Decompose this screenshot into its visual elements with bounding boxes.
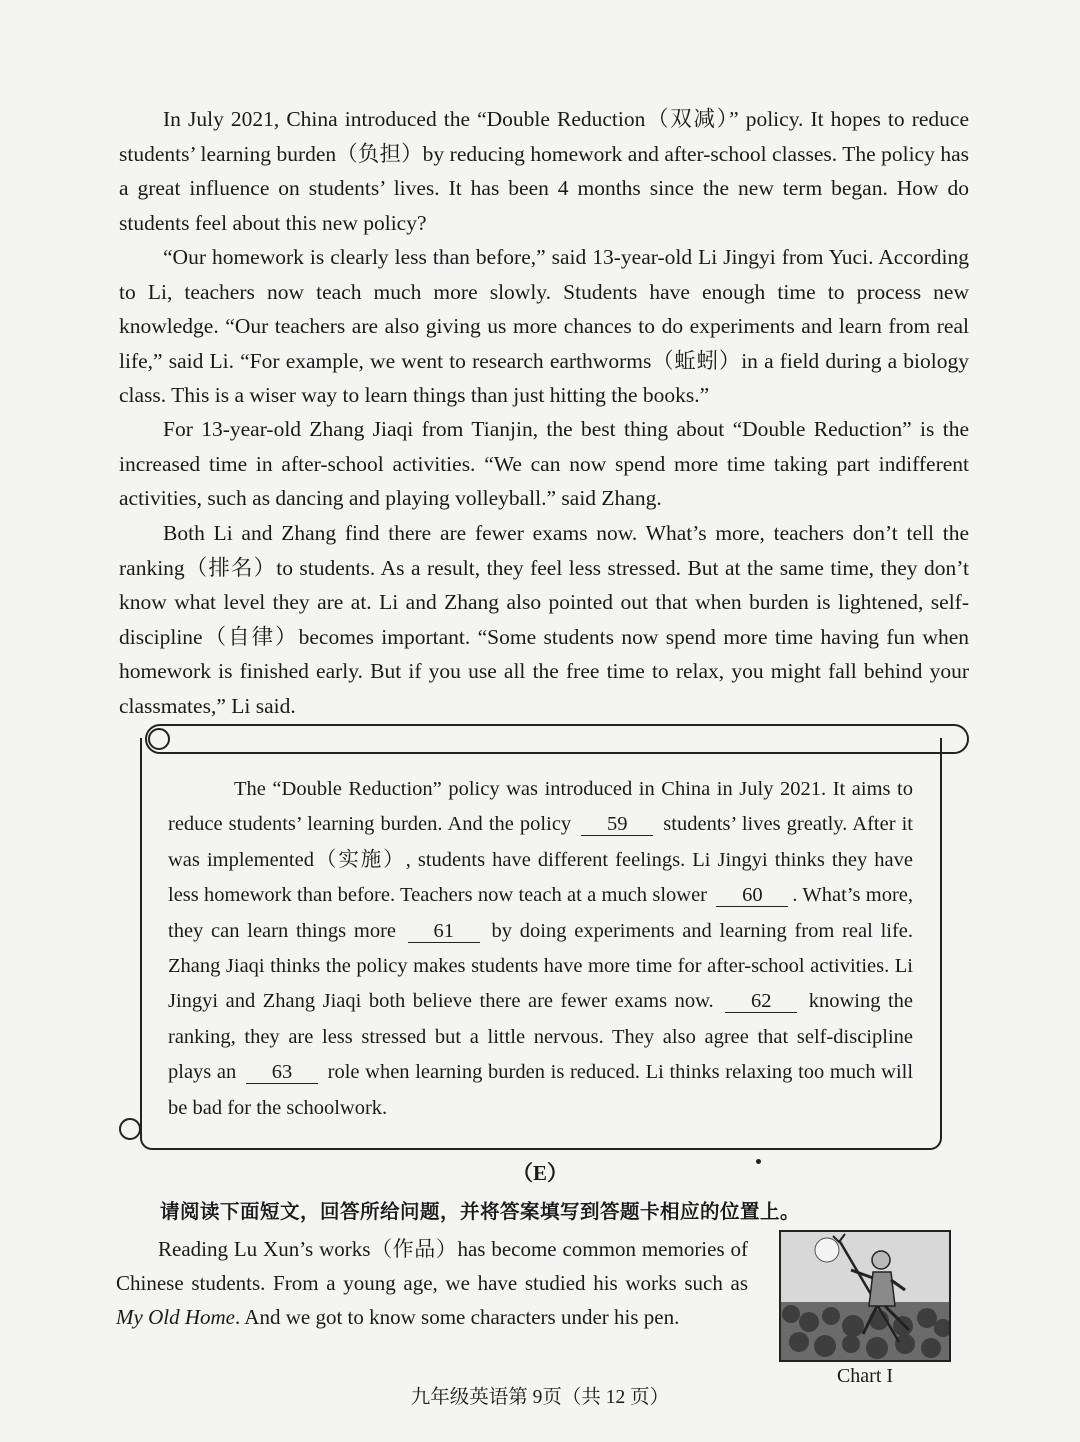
paragraph-text: In July 2021, China introduced the “Double Reduction（双减）” policy. It hopes to reduce students’ learning burden（负担）by reducing homework and after-school classes. The policy has a great influence on students’ lives. It has been 4 months since the new term began. How do students feel about this new policy? (119, 107, 969, 235)
blank-59[interactable]: 59 (581, 813, 653, 836)
paragraph-text: “Our homework is clearly less than before,” said 13-year-old Li Jingyi from Yuci. According to Li, teachers now teach much more slowly. Students have enough time to process new knowledge. “Our teachers are also giving us more chances to do experiments and learn from real life,” said Li. “For example, we went to research earthworms（蚯蚓）in a field during a biology class. This is a wiser way to learn things than just hitting the books.” (119, 245, 969, 407)
chart-caption: Chart I (836, 1365, 894, 1387)
passage-paragraph-1 (119, 102, 969, 240)
passage-paragraph-2 (119, 240, 969, 413)
blank-61[interactable]: 61 (408, 920, 480, 943)
intro-text: . And we got to know some characters under his pen. (234, 1305, 680, 1329)
page-footer: 九年级英语第 9页（共 12 页） (410, 1387, 670, 1408)
summary-part: by doing experiments and learning from real life. Zhang Jiaqi thinks the policy makes students have more time for after-school activities. Li Jingyi and Zhang Jiaqi both believe there are fewer exams now. (168, 919, 914, 1013)
summary-part: knowing the ranking, they are less stressed but a little nervous. They also agree that self-discipline plays an (168, 990, 914, 1084)
paragraph-text: For 13-year-old Zhang Jiaqi from Tianjin, the best thing about “Double Reduction” is the increased time in after-school activities. “We can now spend more time taking part indifferent activities, such as dancing and playing volleyball.” said Zhang. (119, 417, 969, 510)
blank-60[interactable]: 60 (716, 884, 788, 907)
summary-part: students’ lives greatly. After it was implemented（实施）, students have different feelings. Li Jingyi thinks they have less homework than before. Teachers now teach at a much slower (168, 813, 913, 907)
blank-62[interactable]: 62 (725, 990, 797, 1013)
boy-with-pitchfork-illustration (781, 1232, 949, 1360)
section-instruction: 请阅读下面短文，回答所给问题，并将答案填写到答题卡相应的位置上。 (160, 1200, 801, 1223)
summary-text (168, 772, 913, 1126)
summary-part: . What’s more, they can learn things more (168, 884, 913, 942)
section-e-label: （E） (511, 1161, 568, 1185)
intro-text: Reading Lu Xun’s works（作品）has become common memories of Chinese students. From a young age, we have studied his works such as (116, 1237, 748, 1295)
scroll-curl-bottom (119, 1118, 141, 1140)
passage-paragraph-4 (119, 516, 969, 723)
summary-part: The “Double Reduction” policy was introduced in China in July 2021. It aims to reduce students’ learning burden. And the policy (168, 778, 913, 836)
illustration-image (779, 1230, 951, 1362)
paragraph-text: Both Li and Zhang find there are fewer exams now. What’s more, teachers don’t tell the ranking（排名）to students. As a result, they feel less stressed. But at the same time, they don’t know what level they are at. Li and Zhang also pointed out that when burden is lightened, self-discipline（自律）becomes important. “Some students now spend more time having fun when homework is finished early. But if you use all the free time to relax, you might fall behind your classmates,” Li said. (119, 521, 969, 718)
passage-paragraph-3 (119, 412, 969, 516)
section-e-intro (116, 1232, 748, 1334)
summary-part: role when learning burden is reduced. Li thinks relaxing too much will be bad for the schoolwork. (168, 1061, 914, 1119)
work-title: My Old Home (116, 1305, 235, 1329)
stray-dot (756, 1159, 761, 1164)
blank-63[interactable]: 63 (246, 1061, 318, 1084)
